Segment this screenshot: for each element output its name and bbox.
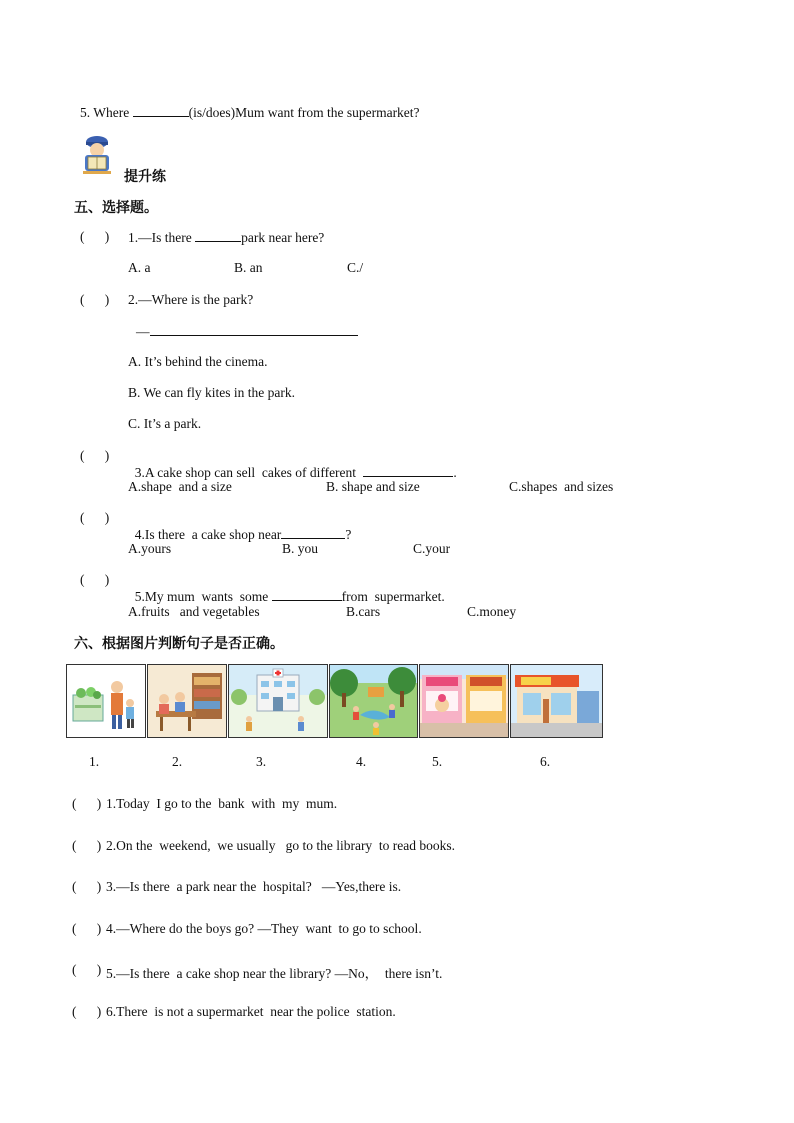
judge-sentence-6: 6.There is not a supermarket near the police station. xyxy=(106,1004,396,1019)
judge-sentence-1: 1.Today I go to the bank with my mum. xyxy=(106,796,338,811)
judge-sentence-4: 4.—Where do the boys go? —They want to go to school. xyxy=(106,921,422,936)
q4-post: ? xyxy=(345,527,352,542)
judge-sentence-5: 5.—Is there a cake shop near the library? —No， there isn’t. xyxy=(106,966,443,981)
reading-boy-icon xyxy=(80,133,114,175)
q1-option-b[interactable]: B. an xyxy=(234,260,263,275)
q2-dash: — xyxy=(136,324,150,339)
q4-answer-paren[interactable]: ( ) xyxy=(80,510,110,525)
q5-stem xyxy=(128,572,445,605)
picture-number-1: 1. xyxy=(89,754,100,769)
q4-blank[interactable] xyxy=(281,526,345,539)
q2-stem: 2.—Where is the park? xyxy=(128,292,254,307)
supermarket-shopping-picture xyxy=(66,664,146,738)
q2-answer-paren[interactable]: ( ) xyxy=(80,292,110,307)
q1-blank[interactable] xyxy=(195,229,241,242)
picture-number-2: 2. xyxy=(172,754,183,769)
q3-pre: 3.A cake shop can sell cakes of different xyxy=(134,465,360,480)
judge-sentence-3: 3.—Is there a park near the hospital? —Yes,there is. xyxy=(106,879,402,894)
q3-option-a[interactable]: A.shape and a size xyxy=(128,479,232,494)
q1-post: park near here? xyxy=(241,230,325,245)
answer-blank[interactable] xyxy=(133,104,189,117)
question-suffix: (is/does)Mum want from the supermarket? xyxy=(188,105,420,120)
q1-pre: 1.—Is there xyxy=(128,230,196,245)
judge-paren-2[interactable]: ( ) xyxy=(72,838,102,853)
question-prefix: 5. Where xyxy=(80,105,133,120)
judge-paren-1[interactable]: ( ) xyxy=(72,796,102,811)
q5-option-c[interactable]: C.money xyxy=(467,604,517,619)
q5-post: from supermarket. xyxy=(341,589,445,604)
q3-option-c[interactable]: C.shapes and sizes xyxy=(509,479,614,494)
judge-paren-6[interactable]: ( ) xyxy=(72,1004,102,1019)
q2-option-a[interactable]: A. It’s behind the cinema. xyxy=(128,354,268,369)
q3-blank[interactable] xyxy=(363,464,453,477)
picture-number-5: 5. xyxy=(432,754,443,769)
section6-heading: 六、根据图片判断句子是否正确。 xyxy=(74,636,284,652)
q4-stem xyxy=(128,510,351,543)
q3-stem xyxy=(128,448,457,481)
q1-option-c[interactable]: C./ xyxy=(347,260,364,275)
q1-answer-paren[interactable]: ( ) xyxy=(80,229,110,244)
q1-option-a[interactable]: A. a xyxy=(128,260,151,275)
picture-number-3: 3. xyxy=(256,754,267,769)
q5-option-a[interactable]: A.fruits and vegetables xyxy=(128,604,260,619)
q3-post: . xyxy=(453,465,457,480)
q5-option-b[interactable]: B.cars xyxy=(346,604,381,619)
hospital-building-picture xyxy=(228,664,328,738)
judge-paren-5[interactable]: ( ) xyxy=(72,962,102,977)
q4-option-c[interactable]: C.your xyxy=(413,541,451,556)
supermarket-storefront-picture xyxy=(510,664,603,738)
q4-option-b[interactable]: B. you xyxy=(282,541,319,556)
judge-paren-3[interactable]: ( ) xyxy=(72,879,102,894)
section-banner-title: 提升练 xyxy=(124,169,166,185)
q1-row xyxy=(80,229,109,245)
section5-heading: 五、选择题。 xyxy=(74,200,158,216)
judge-sentence-2: 2.On the weekend, we usually go to the library to read books. xyxy=(106,838,456,853)
q5-pre: 5.My mum wants some xyxy=(134,589,272,604)
top-question-5 xyxy=(80,104,420,121)
q4-pre: 4.Is there a cake shop near xyxy=(134,527,282,542)
picture-number-6: 6. xyxy=(540,754,551,769)
q2-option-b[interactable]: B. We can fly kites in the park. xyxy=(128,385,295,400)
q3-answer-paren[interactable]: ( ) xyxy=(80,448,110,463)
q2-answer-line xyxy=(136,323,358,340)
cake-shop-street-picture xyxy=(419,664,509,738)
park-playground-picture xyxy=(329,664,418,738)
judge-paren-4[interactable]: ( ) xyxy=(72,921,102,936)
q2-option-c[interactable]: C. It’s a park. xyxy=(128,416,202,431)
library-reading-picture xyxy=(147,664,227,738)
q3-option-b[interactable]: B. shape and size xyxy=(326,479,420,494)
q2-blank[interactable] xyxy=(150,323,358,336)
q5-answer-paren[interactable]: ( ) xyxy=(80,572,110,587)
q4-option-a[interactable]: A.yours xyxy=(128,541,172,556)
q1-stem xyxy=(128,229,324,246)
picture-number-4: 4. xyxy=(356,754,367,769)
q5-blank[interactable] xyxy=(272,588,342,601)
